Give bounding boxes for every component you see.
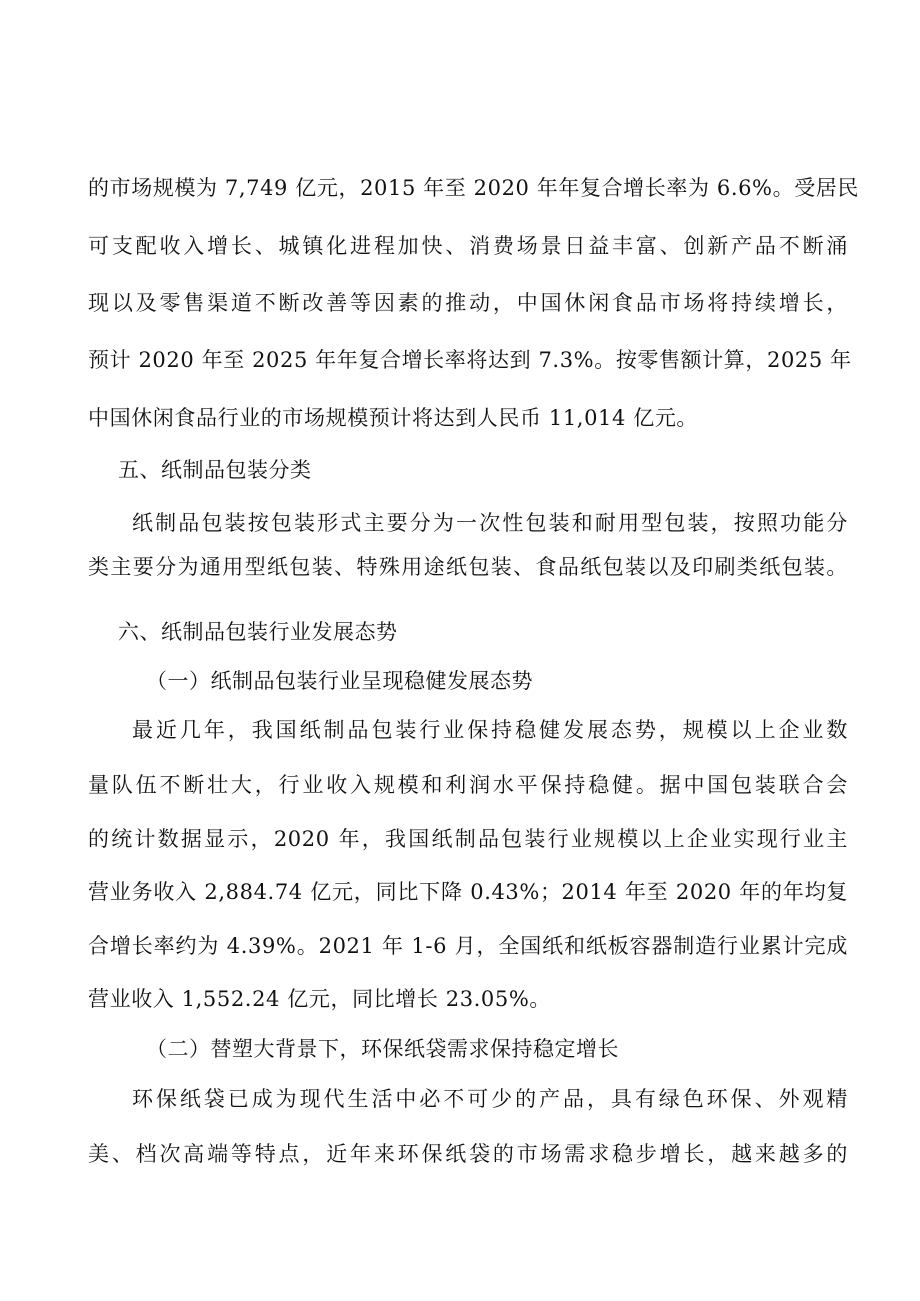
body-text-line: 预计 2020 年至 2025 年年复合增长率将达到 7.3%。按零售额计算，2025 年 (88, 348, 852, 372)
body-text-line: 合增长率约为 4.39%。2021 年 1-6 月，全国纸和纸板容器制造行业累计完成 (88, 934, 848, 958)
body-text-line: 营业务收入 2,884.74 亿元，同比下降 0.43%；2014 年至 2020 年的年均复 (88, 880, 848, 904)
body-text-line: 营业收入 1,552.24 亿元，同比增长 23.05%。 (88, 987, 552, 1011)
body-text-line: 中国休闲食品行业的市场规模预计将达到人民币 11,014 亿元。 (88, 406, 699, 430)
body-text-line: 量队伍不断壮大，行业收入规模和利润水平保持稳健。据中国包装联合会 (88, 773, 848, 797)
body-text-line: 可支配收入增长、城镇化进程加快、消费场景日益丰富、创新产品不断涌 (88, 234, 848, 258)
body-text-line: 现以及零售渠道不断改善等因素的推动，中国休闲食品市场将持续增长， (88, 291, 848, 315)
section-heading: 六、纸制品包装行业发展态势 (118, 620, 398, 644)
subsection-heading: （二）替塑大背景下，环保纸袋需求保持稳定增长 (146, 1037, 619, 1061)
body-text-line: 的统计数据显示，2020 年，我国纸制品包装行业规模以上企业实现行业主 (88, 827, 848, 851)
body-text-line: 纸制品包装按包装形式主要分为一次性包装和耐用型包装，按照功能分 (132, 511, 848, 535)
body-text-line: 环保纸袋已成为现代生活中必不可少的产品，具有绿色环保、外观精 (132, 1087, 848, 1111)
section-heading: 五、纸制品包装分类 (118, 458, 312, 482)
subsection-heading: （一）纸制品包装行业呈现稳健发展态势 (146, 669, 533, 693)
body-text-line: 美、档次高端等特点，近年来环保纸袋的市场需求稳步增长，越来越多的 (88, 1142, 848, 1166)
body-text-line: 类主要分为通用型纸包装、特殊用途纸包装、食品纸包装以及印刷类纸包装。 (88, 555, 848, 579)
body-text-line: 最近几年，我国纸制品包装行业保持稳健发展态势，规模以上企业数 (132, 718, 848, 742)
body-text-line: 的市场规模为 7,749 亿元，2015 年至 2020 年年复合增长率为 6.6%。受居民 (88, 176, 860, 200)
